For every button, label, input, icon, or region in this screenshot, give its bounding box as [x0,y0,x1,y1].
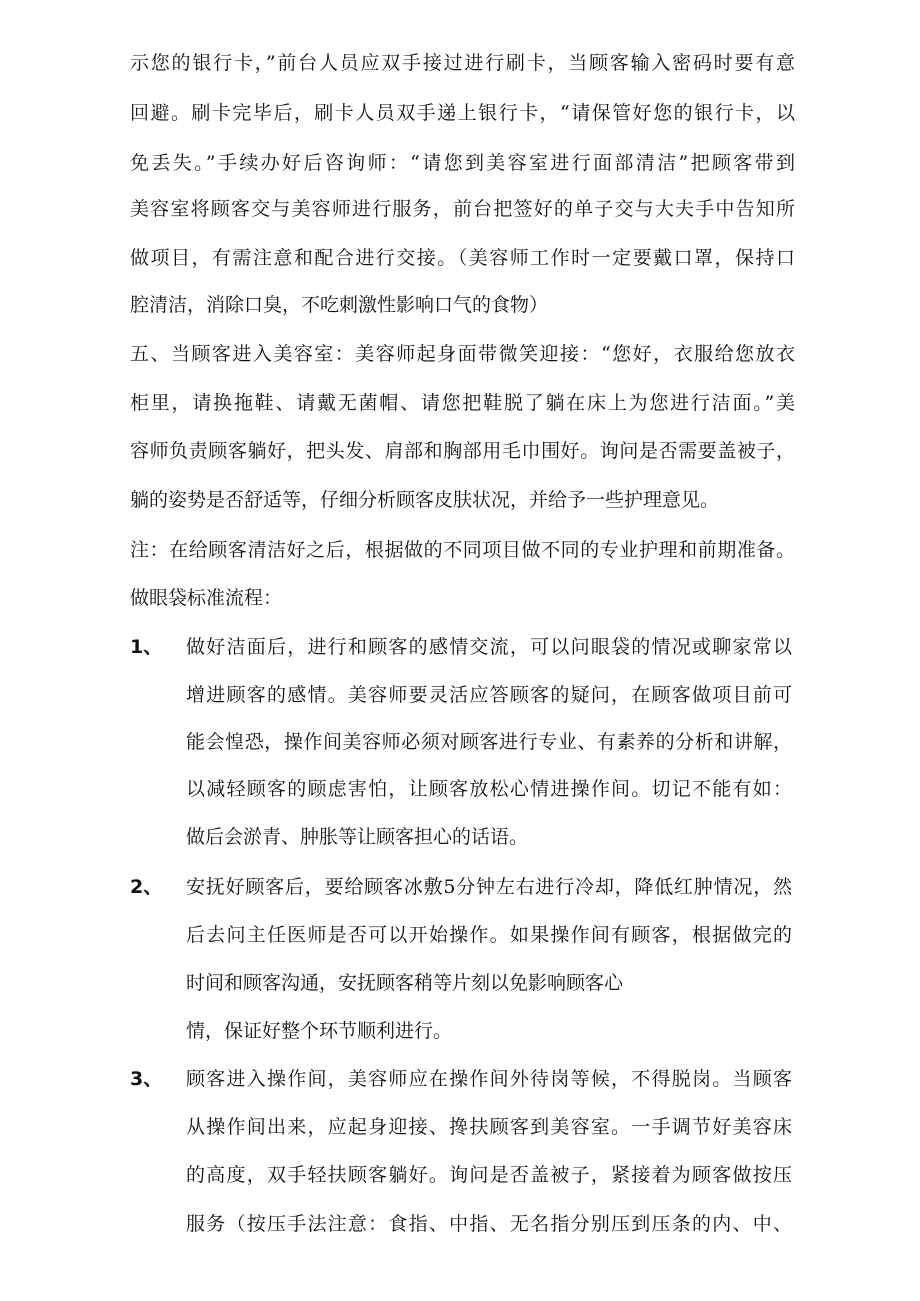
section-title: 做眼袋标准流程： [130,587,283,609]
text-line: 示您的银行卡，”前台人员应双手接过进行刷卡，当顾客输入密码时要有意 [130,52,795,74]
text-line: 腔清洁，消除口臭，不吃刺激性影响口气的食物） [130,294,549,316]
text-line: 做好洁面后，进行和顾客的感情交流，可以问眼袋的情况或聊家常以 [186,636,792,658]
text-line: 能会惶恐，操作间美容师必须对顾客进行专业、有素养的分析和讲解， [186,731,792,753]
text-line: 情，保证好整个环节顺利进行。 [186,1020,453,1042]
text-line: 做后会淤青、肿胀等让顾客担心的话语。 [186,826,529,848]
text-line: 躺的姿势是否舒适等，仔细分析顾客皮肤状况，并给予一些护理意见。 [130,489,720,511]
step-number: 2、 [130,876,163,898]
text-line: 美容室将顾客交与美容师进行服务，前台把签好的单子交与大夫手中告知所 [130,198,795,220]
note-line: 注：在给顾客清洁好之后，根据做的不同项目做不同的专业护理和前期准备。 [130,539,795,561]
text-line: 后去问主任医师是否可以开始操作。如果操作间有顾客，根据做完的 [186,924,792,946]
text-line: 回避。刷卡完毕后，刷卡人员双手递上银行卡，“请保管好您的银行卡，以 [130,102,795,124]
text-line: 五、当顾客进入美容室：美容师起身面带微笑迎接：“您好，衣服给您放衣 [130,343,795,365]
text-line: 增进顾客的感情。美容师要灵活应答顾客的疑问，在顾客做项目前可 [186,684,792,706]
step-number: 3、 [130,1068,163,1090]
text-line: 容师负责顾客躺好，把头发、肩部和胸部用毛巾围好。询问是否需要盖被子， [130,440,795,462]
step-number: 1、 [130,636,163,658]
text-line: 做项目，有需注意和配合进行交接。（美容师工作时一定要戴口罩，保持口 [130,247,795,269]
text-line: 服务（按压手法注意：食指、中指、无名指分别压到压条的内、中、 [186,1213,792,1235]
text-line: 的高度，双手轻扶顾客躺好。询问是否盖被子，紧接着为顾客做按压 [186,1164,792,1186]
text-line: 柜里，请换拖鞋、请戴无菌帽、请您把鞋脱了躺在床上为您进行洁面。”美 [130,392,795,414]
text-line: 免丢失。”手续办好后咨询师：“请您到美容室进行面部清洁”把顾客带到 [130,152,795,174]
text-line: 顾客进入操作间，美容师应在操作间外待岗等候，不得脱岗。当顾客 [186,1068,792,1090]
text-line: 从操作间出来，应起身迎接、搀扶顾客到美容室。一手调节好美容床 [186,1116,792,1138]
text-line: 以减轻顾客的顾虑害怕，让顾客放松心情进操作间。切记不能有如： [186,778,792,800]
text-line: 安抚好顾客后，要给顾客冰敷5分钟左右进行冷却，降低红肿情况，然 [186,876,792,898]
text-line: 时间和顾客沟通，安抚顾客稍等片刻以免影响顾客心 [186,972,624,994]
